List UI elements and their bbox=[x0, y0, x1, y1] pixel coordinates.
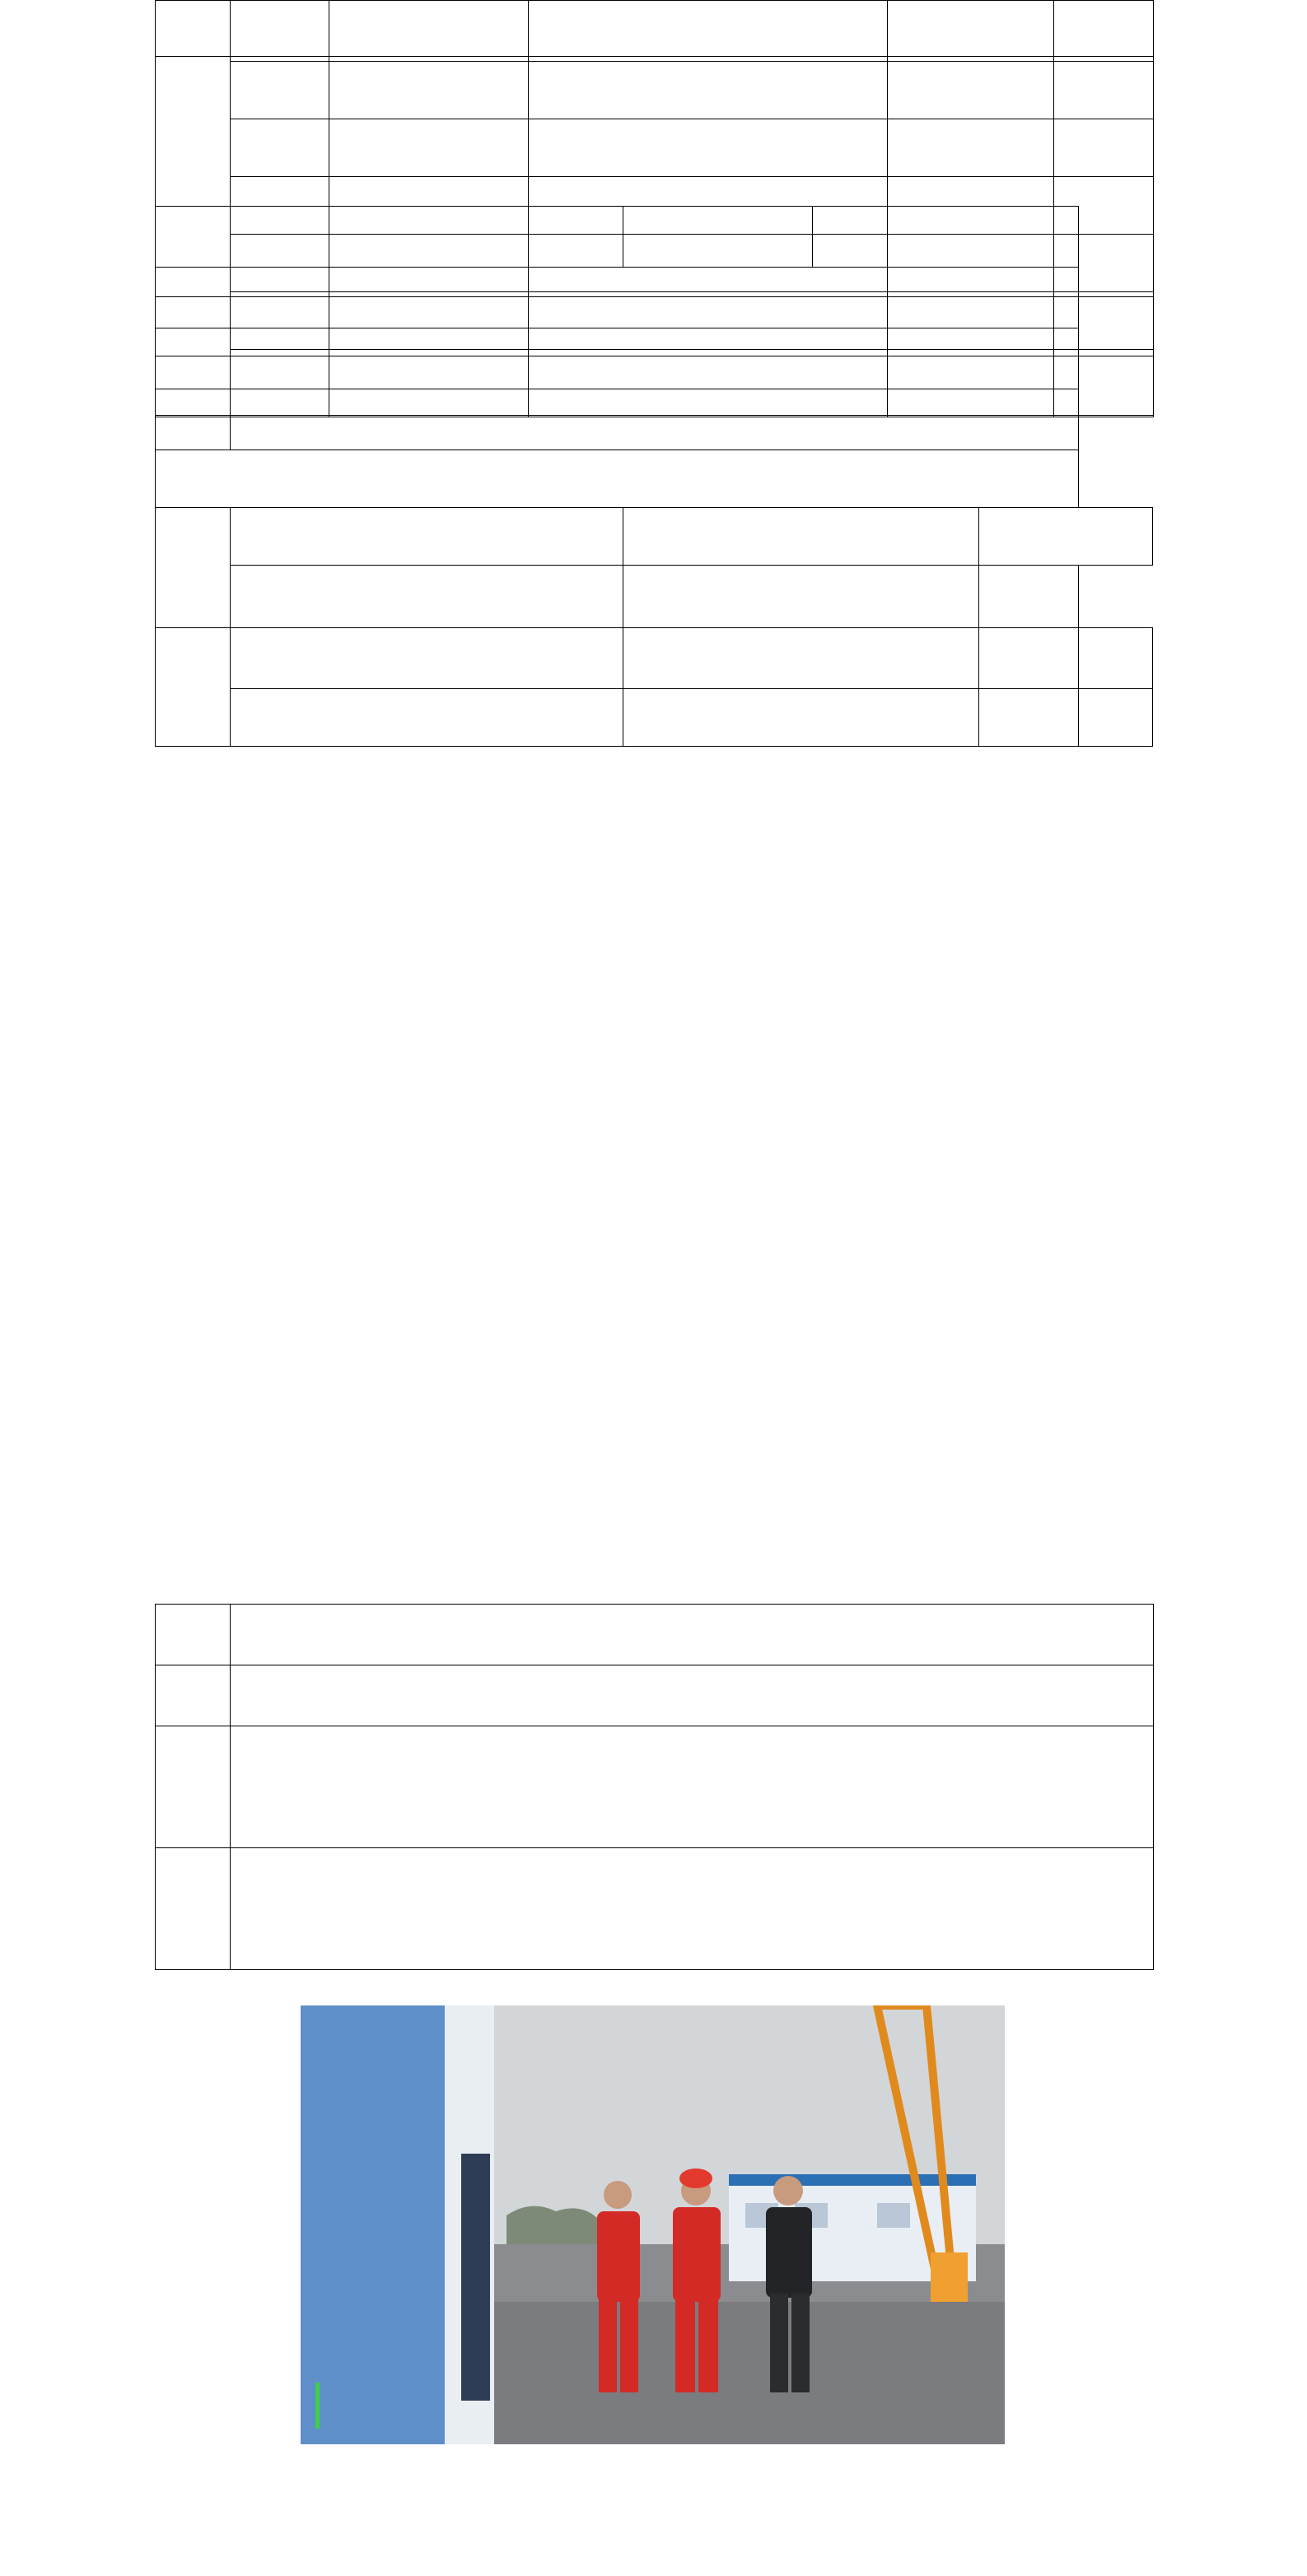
compile-h2 bbox=[623, 628, 979, 689]
survey-other bbox=[231, 1848, 1154, 1970]
survey-people-label bbox=[156, 356, 231, 416]
compile-v4 bbox=[1079, 689, 1153, 747]
site-photo bbox=[301, 2005, 1005, 2444]
mgmt-h2 bbox=[623, 508, 979, 566]
compile-h3 bbox=[979, 628, 1079, 689]
survey-table bbox=[155, 1604, 1154, 1970]
survey-time-label bbox=[156, 1605, 231, 1665]
survey-issue bbox=[231, 1726, 1154, 1848]
survey-other-label bbox=[156, 1848, 231, 1970]
process-title bbox=[156, 450, 1079, 508]
compile-v3 bbox=[979, 689, 1079, 747]
mgmt-v1 bbox=[231, 566, 623, 628]
intro-table bbox=[155, 0, 1154, 416]
compile-h4 bbox=[1079, 628, 1153, 689]
mgmt-h1 bbox=[231, 508, 623, 566]
intro-text bbox=[156, 57, 1154, 297]
mgmt-label bbox=[156, 508, 231, 628]
compile-label bbox=[156, 628, 231, 747]
survey-task bbox=[231, 1665, 1154, 1726]
mgmt-v2 bbox=[623, 566, 979, 628]
compile-v1 bbox=[231, 689, 623, 747]
field-title bbox=[156, 297, 1154, 356]
mgmt-h3 bbox=[979, 508, 1153, 566]
intro-title bbox=[156, 1, 1154, 57]
survey-people bbox=[231, 356, 1154, 416]
site-photo-illustration bbox=[301, 2005, 1005, 2444]
compile-h1 bbox=[231, 628, 623, 689]
survey-time bbox=[231, 1605, 1154, 1665]
survey-task-label bbox=[156, 1665, 231, 1726]
compile-v2 bbox=[623, 689, 979, 747]
survey-issue-label bbox=[156, 1726, 231, 1848]
mgmt-v3 bbox=[979, 566, 1079, 628]
